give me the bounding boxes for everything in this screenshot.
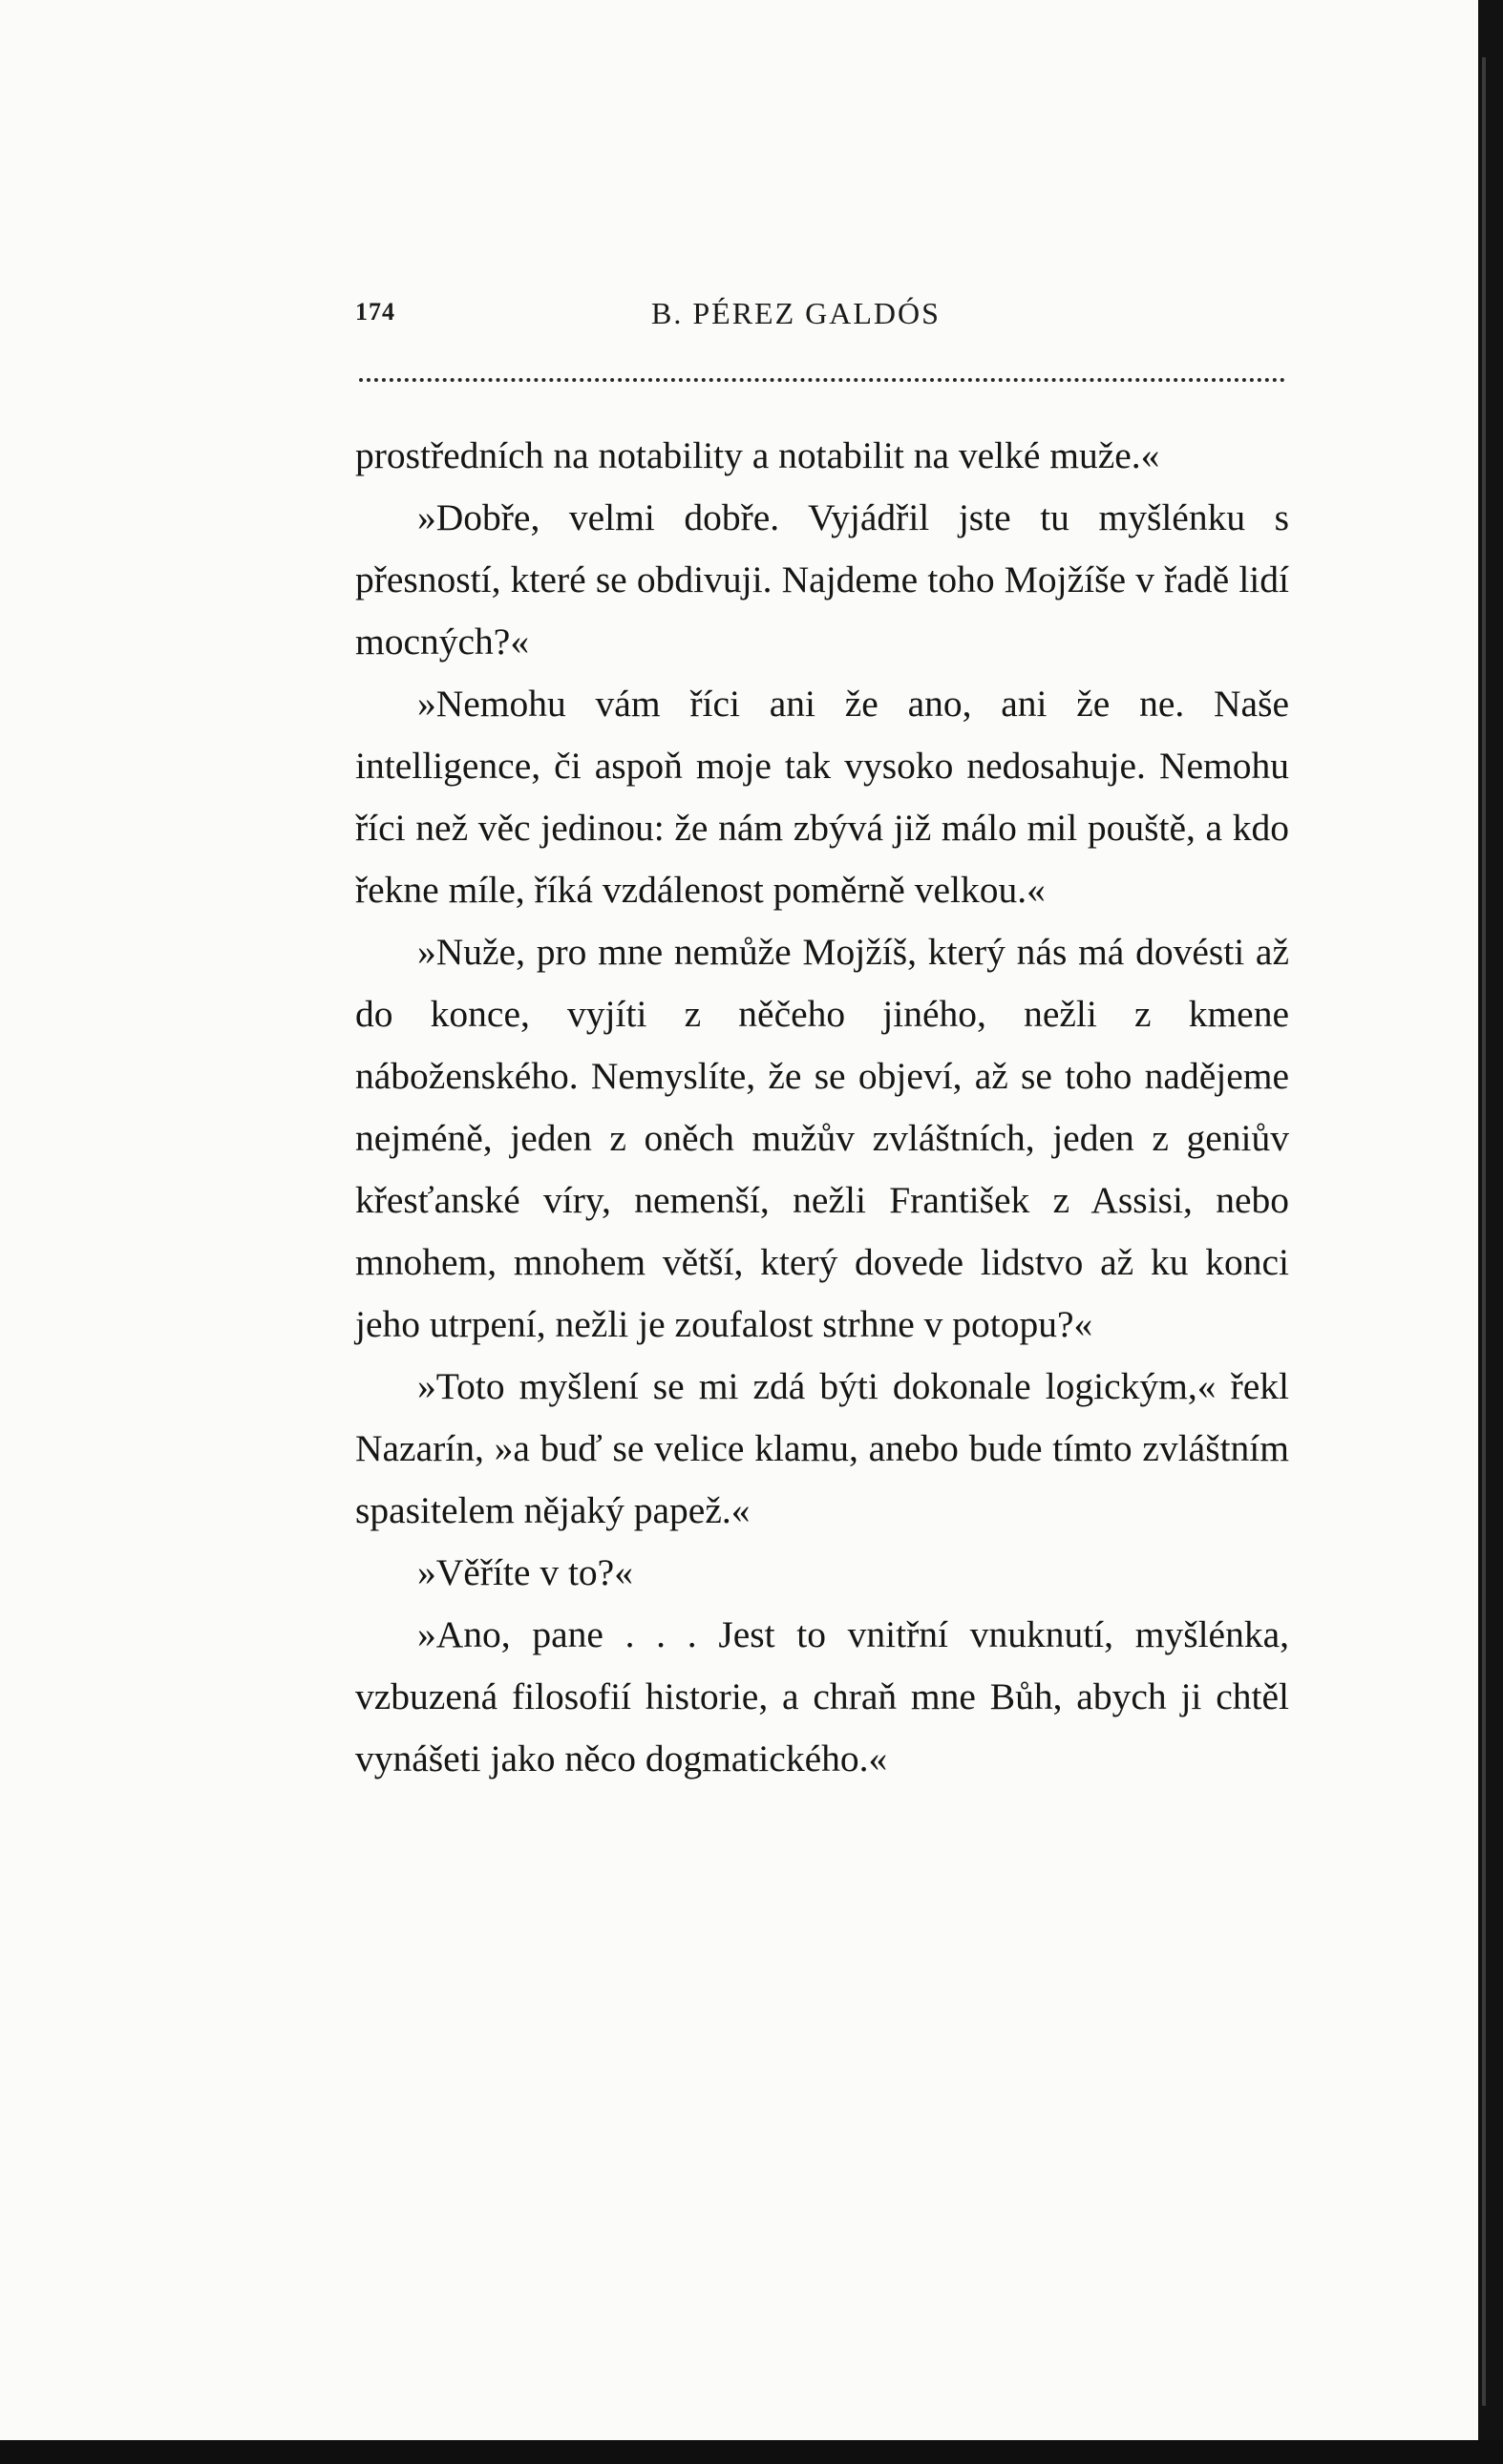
body-text xyxy=(355,425,1289,1790)
paragraph: prostředních na notability a notabilit na velké muže.« xyxy=(355,434,1160,476)
paragraph: »Toto myšlení se mi zdá býti dokonale logickým,« řekl Nazarín, »a buď se velice klamu, anebo bude tímto zvláštním spasitelem nějaký papež.« xyxy=(355,1365,1289,1531)
paragraph: »Nuže, pro mne nemůže Mojžíš, který nás má dovésti až do konce, vyjíti z něčeho jiného, nežli z kmene náboženského. Nemyslíte, že se objeví, až se toho nadějeme nejméně, jeden z oněch mužův zvláštních, jeden z geniův křesťanské víry, nemenší, nežli František z Assisi, nebo mnohem, mnohem větší, který dovede lidstvo až ku konci jeho utrpení, nežli je zoufalost strhne v potopu?« xyxy=(355,931,1289,1345)
scan-edge-sliver xyxy=(1482,57,1486,2406)
page-number: 174 xyxy=(355,298,395,326)
header-divider xyxy=(359,378,1285,382)
paragraph: »Ano, pane . . . Jest to vnitřní vnuknutí, myšlénka, vzbuzená filosofií historie, a chraň mne Bůh, abych ji chtěl vynášeti jako něco dogmatického.« xyxy=(355,1613,1289,1780)
page-header xyxy=(355,286,1289,344)
scan-bottom-edge xyxy=(0,2440,1503,2464)
running-head: B. PÉREZ GALDÓS xyxy=(651,296,941,330)
paragraph: »Věříte v to?« xyxy=(417,1551,633,1593)
scan-right-edge xyxy=(1478,0,1503,2464)
paragraph: »Nemohu vám říci ani že ano, ani že ne. Naše intelligence, či aspoň moje tak vysoko nedosahuje. Nemohu říci než věc jedinou: že nám zbývá již málo mil pouště, a kdo řekne míle, říká vzdálenost poměrně velkou.« xyxy=(355,683,1289,911)
paragraph: »Dobře, velmi dobře. Vyjádřil jste tu myšlénku s přesností, které se obdivuji. Najdeme toho Mojžíše v řadě lidí mocných?« xyxy=(355,496,1289,663)
